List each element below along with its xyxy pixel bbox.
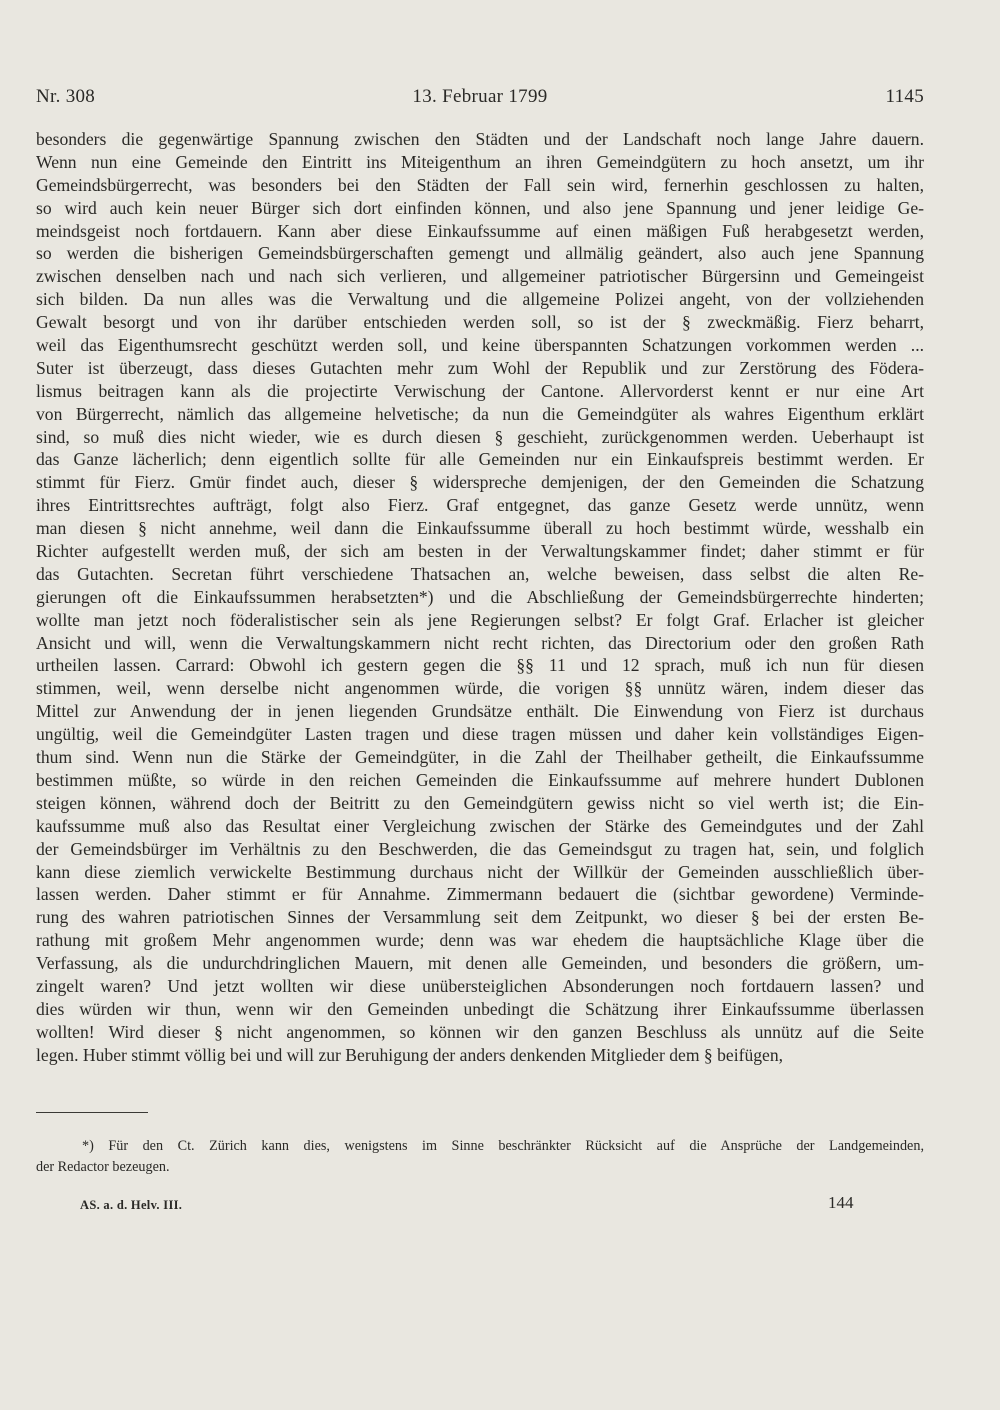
text-line: bestimmen müßte, so würde in den reichen Gemeinden die Einkaufssumme auf mehrere hundert Dublonen: [36, 769, 924, 790]
text-line: zwischen denselben nach und nach sich verlieren, und allgemeiner patriotischer Bürgersinn und Gemeingeist: [36, 266, 924, 287]
text-line: zingelt waren? Und jetzt wollten wir diese unübersteiglichen Absonderungen noch fortdauern lassen? und: [36, 975, 924, 996]
text-line: urtheilen lassen. Carrard: Obwohl ich gestern gegen die §§ 11 und 12 sprach, muß ich nun für diesen: [36, 655, 924, 676]
footnote-rule: [36, 1112, 148, 1113]
text-line: Suter ist überzeugt, dass dieses Gutachten mehr zum Wohl der Republik und zur Zerstörung des Födera-: [36, 357, 924, 378]
text-line: ungültig, weil die Gemeindgüter Lasten tragen und diese tragen müssen und daher kein vollständiges Eigen-: [36, 724, 924, 745]
text-line: Richter aufgestellt werden muß, der sich am besten in der Verwaltungskammer findet; daher stimmt er für: [36, 541, 924, 562]
footnote-line: der Redactor bezeugen.: [36, 1159, 170, 1175]
text-line: gierungen oft die Einkaufssummen herabsetzten*) und die Abschließung der Gemeindsbürgerrechte hinderten;: [36, 586, 924, 607]
text-line: Gewalt besorgt und von ihr darüber entschieden werden soll, so ist der § zweckmäßig. Fierz beharrt,: [36, 312, 924, 333]
body-text: [36, 128, 924, 1067]
text-line: lismus beitragen kann als die projectirte Verwischung der Cantone. Allervorderst kennt er nur eine Art: [36, 380, 924, 401]
sheet-number: 144: [828, 1193, 854, 1212]
text-line: meindsgeist noch fortdauern. Kann aber diese Einkaufssumme auf einen mäßigen Fuß herabgesetzt werden,: [36, 220, 924, 241]
text-line: Wenn nun eine Gemeinde den Eintritt ins Miteigenthum an ihren Gemeindgütern zu hoch ansetzt, um ihr: [36, 151, 924, 172]
text-line: stimmen, weil, wenn derselbe nicht angenommen würde, die vorigen §§ unnütz wären, indem dieser das: [36, 678, 924, 699]
text-line: sich bilden. Da nun alles was die Verwaltung und die allgemeine Polizei angeht, von der vollziehenden: [36, 289, 924, 310]
text-line: lassen werden. Daher stimmt er für Annahme. Zimmermann bedauert die (sichtbar gewordene) Verminde-: [36, 884, 924, 905]
text-line: wollten! Wird dieser § nicht angenommen, so können wir den ganzen Beschluss als unnütz auf die Seite: [36, 1021, 924, 1042]
text-line: Verfassung, als die undurchdringlichen Mauern, mit denen alle Gemeinden, und besonders die größern, um-: [36, 953, 924, 974]
text-line: wollte man jetzt noch föderalistischer sein als jene Regierungen selbst? Er folgt Graf. Erlacher ist gleicher: [36, 609, 924, 630]
text-line: steigen können, während doch der Beitritt zu den Gemeindgütern gewiss nicht so viel werth ist; die Ein-: [36, 792, 924, 813]
text-line: dies würden wir thun, wenn wir den Gemeinden unbedingt die Schätzung ihrer Einkaufssumme überlassen: [36, 998, 924, 1019]
text-line: Ansicht und will, wenn die Verwaltungskammern nicht recht richten, das Directorium oder den großen Rath: [36, 632, 924, 653]
text-line: rathung mit großem Mehr angenommen wurde; denn was war ehedem die hauptsächliche Klage über die: [36, 930, 924, 951]
page-number: 1145: [885, 86, 924, 107]
text-line: besonders die gegenwärtige Spannung zwischen den Städten und der Landschaft noch lange Jahre dauern.: [36, 129, 924, 149]
footnote-line: *) Für den Ct. Zürich kann dies, wenigstens im Sinne beschränkter Rücksicht auf die Ansprüche der Landgemeinden,: [82, 1138, 924, 1154]
text-line: von Bürgerrecht, nämlich das allgemeine helvetische; da nun die Gemeindgüter als wahres Eigenthum erklärt: [36, 403, 924, 424]
header-date: 13. Februar 1799: [412, 86, 548, 107]
text-line: der Gemeindsbürger im Verhältnis zu den Beschwerden, die das Gemeindsgut zu tragen hat, sein, und folglich: [36, 838, 924, 859]
text-line: thum sind. Wenn nun die Stärke der Gemeindgüter, in die Zahl der Theilhaber getheilt, die Einkaufssumme: [36, 747, 924, 768]
text-line: kann diese ziemlich verwickelte Bestimmung durchaus nicht der Willkür der Gemeinden ausschließlich über-: [36, 861, 924, 882]
text-line: ihres Eintrittsrechtes aufträgt, folgt also Fierz. Graf entgegnet, das ganze Gesetz werde unnütz, wenn: [36, 495, 924, 516]
text-line: kaufssumme muß also das Resultat einer Vergleichung zwischen der Stärke des Gemeindgutes und der Zahl: [36, 815, 924, 836]
text-line: das Ganze lächerlich; denn eigentlich sollte für alle Gemeinden nur ein Einkaufspreis bestimmt werden. Er: [36, 449, 924, 470]
footnote: [36, 1136, 924, 1178]
document-number: Nr. 308: [36, 86, 96, 107]
text-line: sind, so muß dies nicht wieder, wie es durch diesen § geschieht, zurückgenommen werden. Ueberhaupt ist: [36, 426, 924, 447]
text-line: Gemeindsbürgerrecht, was besonders bei den Städten der Fall sein wird, fernerhin geschlossen zu halten,: [36, 174, 924, 195]
text-line: Mittel zur Anwendung der in jenen liegenden Grundsätze enthält. Die Einwendung von Fierz ist durchaus: [36, 701, 924, 722]
text-line: man diesen § nicht annehme, weil dann die Einkaufssumme überall zu hoch bestimmt würde, wesshalb ein: [36, 518, 924, 539]
text-line: so werden die bisherigen Gemeindsbürgerschaften gemengt und allmälig geändert, also auch jene Spannung: [36, 243, 924, 264]
text-line: so wird auch kein neuer Bürger sich dort einfinden können, und also jene Spannung und jener leidige Ge-: [36, 197, 924, 218]
text-line: rung des wahren patriotischen Sinnes der Versammlung seit dem Zeitpunkt, wo dieser § bei der ersten Be-: [36, 907, 924, 928]
text-line: das Gutachten. Secretan führt verschiedene Thatsachen an, welche beweisen, dass selbst die alten Re-: [36, 563, 924, 584]
sheet-signature: AS. a. d. Helv. III.: [80, 1198, 183, 1212]
text-line: weil das Eigenthumsrecht geschützt werden soll, und keine überspannten Schatzungen vorkommen werden ...: [36, 335, 924, 356]
text-line: legen. Huber stimmt völlig bei und will zur Beruhigung der anders denkenden Mitglieder dem § beifügen,: [36, 1044, 784, 1065]
text-line: stimmt für Fierz. Gmür findet auch, dieser § widerspreche demjenigen, der den Gemeinden die Schatzung: [36, 472, 924, 493]
